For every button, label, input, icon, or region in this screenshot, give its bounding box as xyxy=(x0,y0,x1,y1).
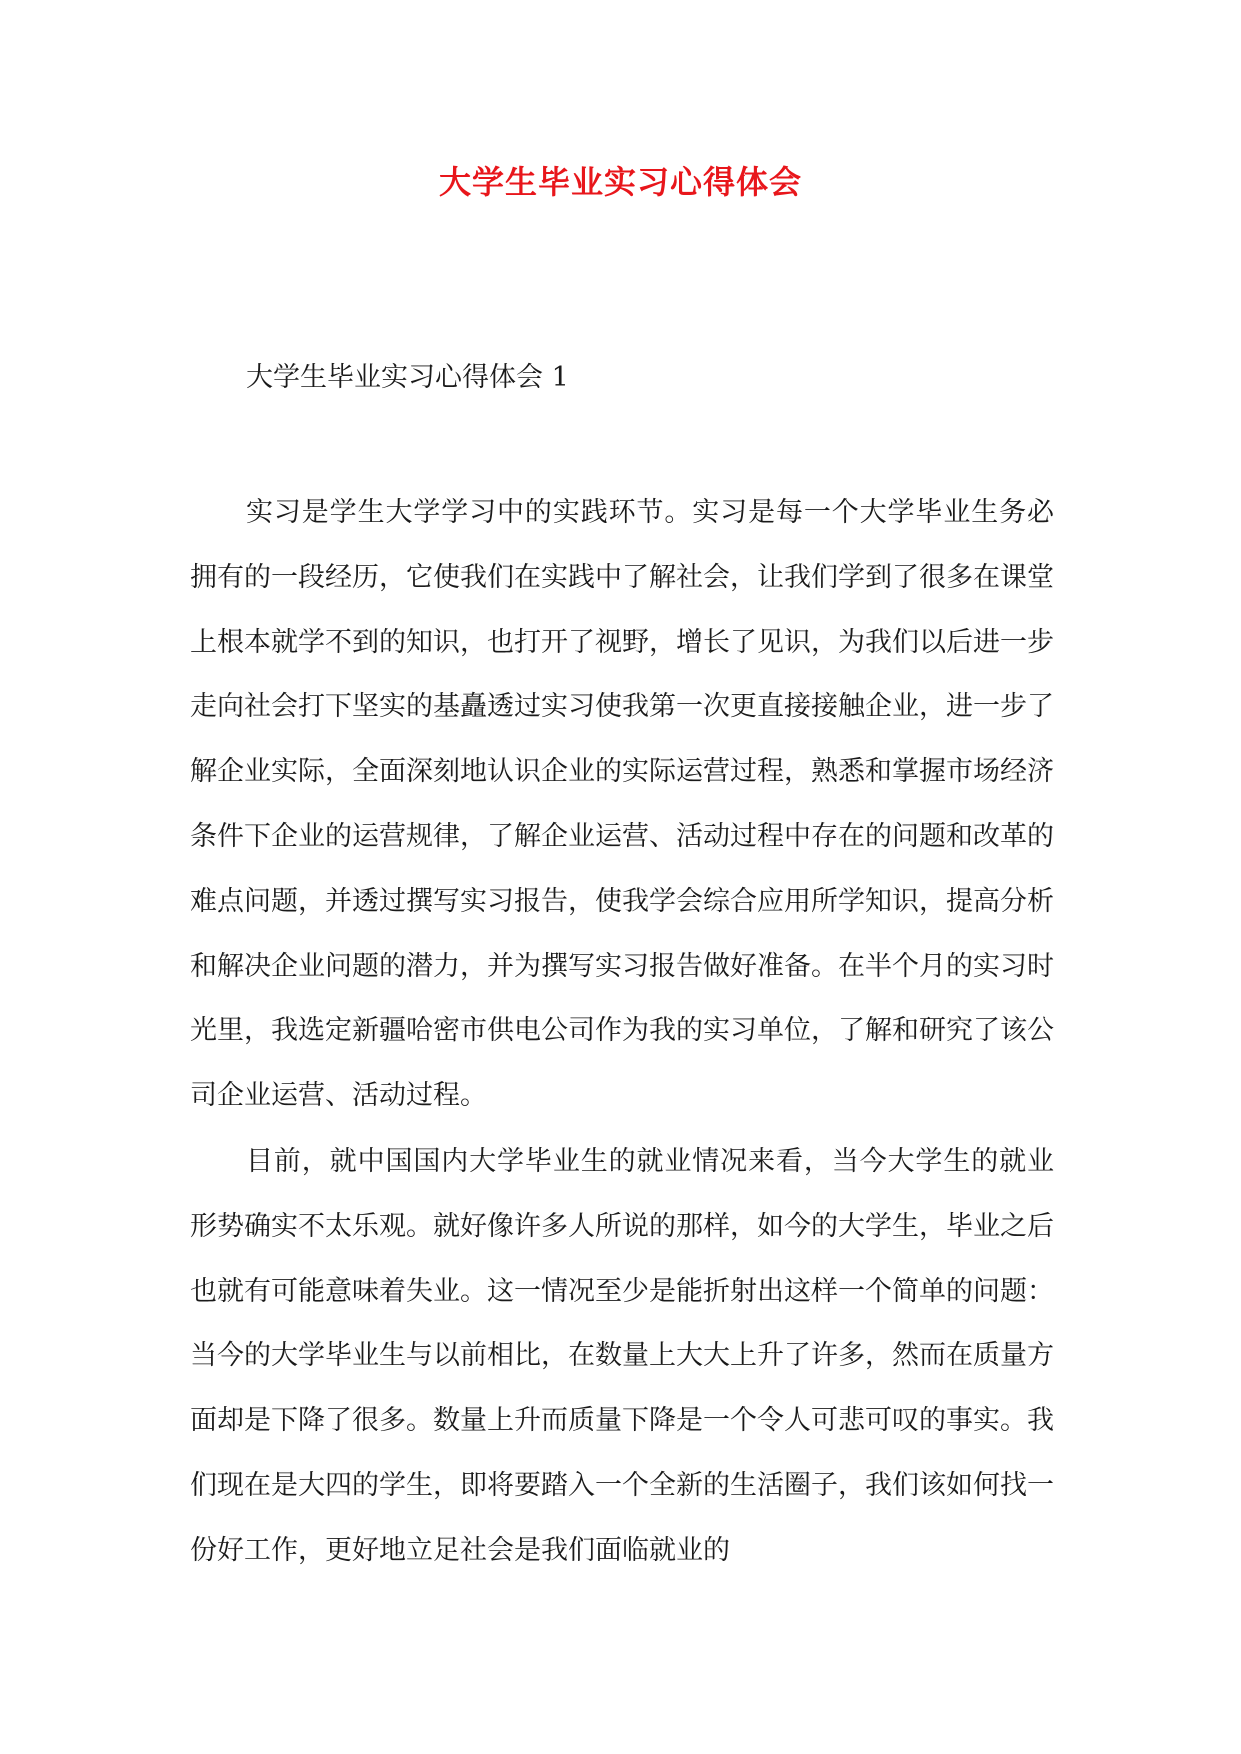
document-title: 大学生毕业实习心得体会 xyxy=(438,163,802,201)
body-paragraph-1: 实习是学生大学学习中的实践环节。实习是每一个大学毕业生务必拥有的一段经历，它使我们在实践中了解社会，让我们学到了很多在课堂上根本就学不到的知识，也打开了视野，增长了见识，为我们以后进一步走向社会打下坚实的基矗透过实习使我第一次更直接接触企业，进一步了解企业实际，全面深刻地认识企业的实际运营过程，熟悉和掌握市场经济条件下企业的运营规律，了解企业运营、活动过程中存在的问题和改革的难点问题，并透过撰写实习报告，使我学会综合应用所学知识，提高分析和解决企业问题的潜力，并为撰写实习报告做好准备。在半个月的实习时光里，我选定新疆哈密市供电公司作为我的实习单位，了解和研究了该公司企业运营、活动过程。 xyxy=(190,497,1054,1112)
section-heading: 大学生毕业实习心得体会 1 xyxy=(246,362,569,393)
body-paragraph-2: 目前，就中国国内大学毕业生的就业情况来看，当今大学生的就业形势确实不太乐观。就好像许多人所说的那样，如今的大学生，毕业之后也就有可能意味着失业。这一情况至少是能折射出这样一个简单的问题：当今的大学毕业生与以前相比，在数量上大大上升了许多，然而在质量方面却是下降了很多。数量上升而质量下降是一个令人可悲可叹的事实。我们现在是大四的学生，即将要踏入一个全新的生活圈子，我们该如何找一份好工作，更好地立足社会是我们面临就业的 xyxy=(190,1146,1054,1566)
